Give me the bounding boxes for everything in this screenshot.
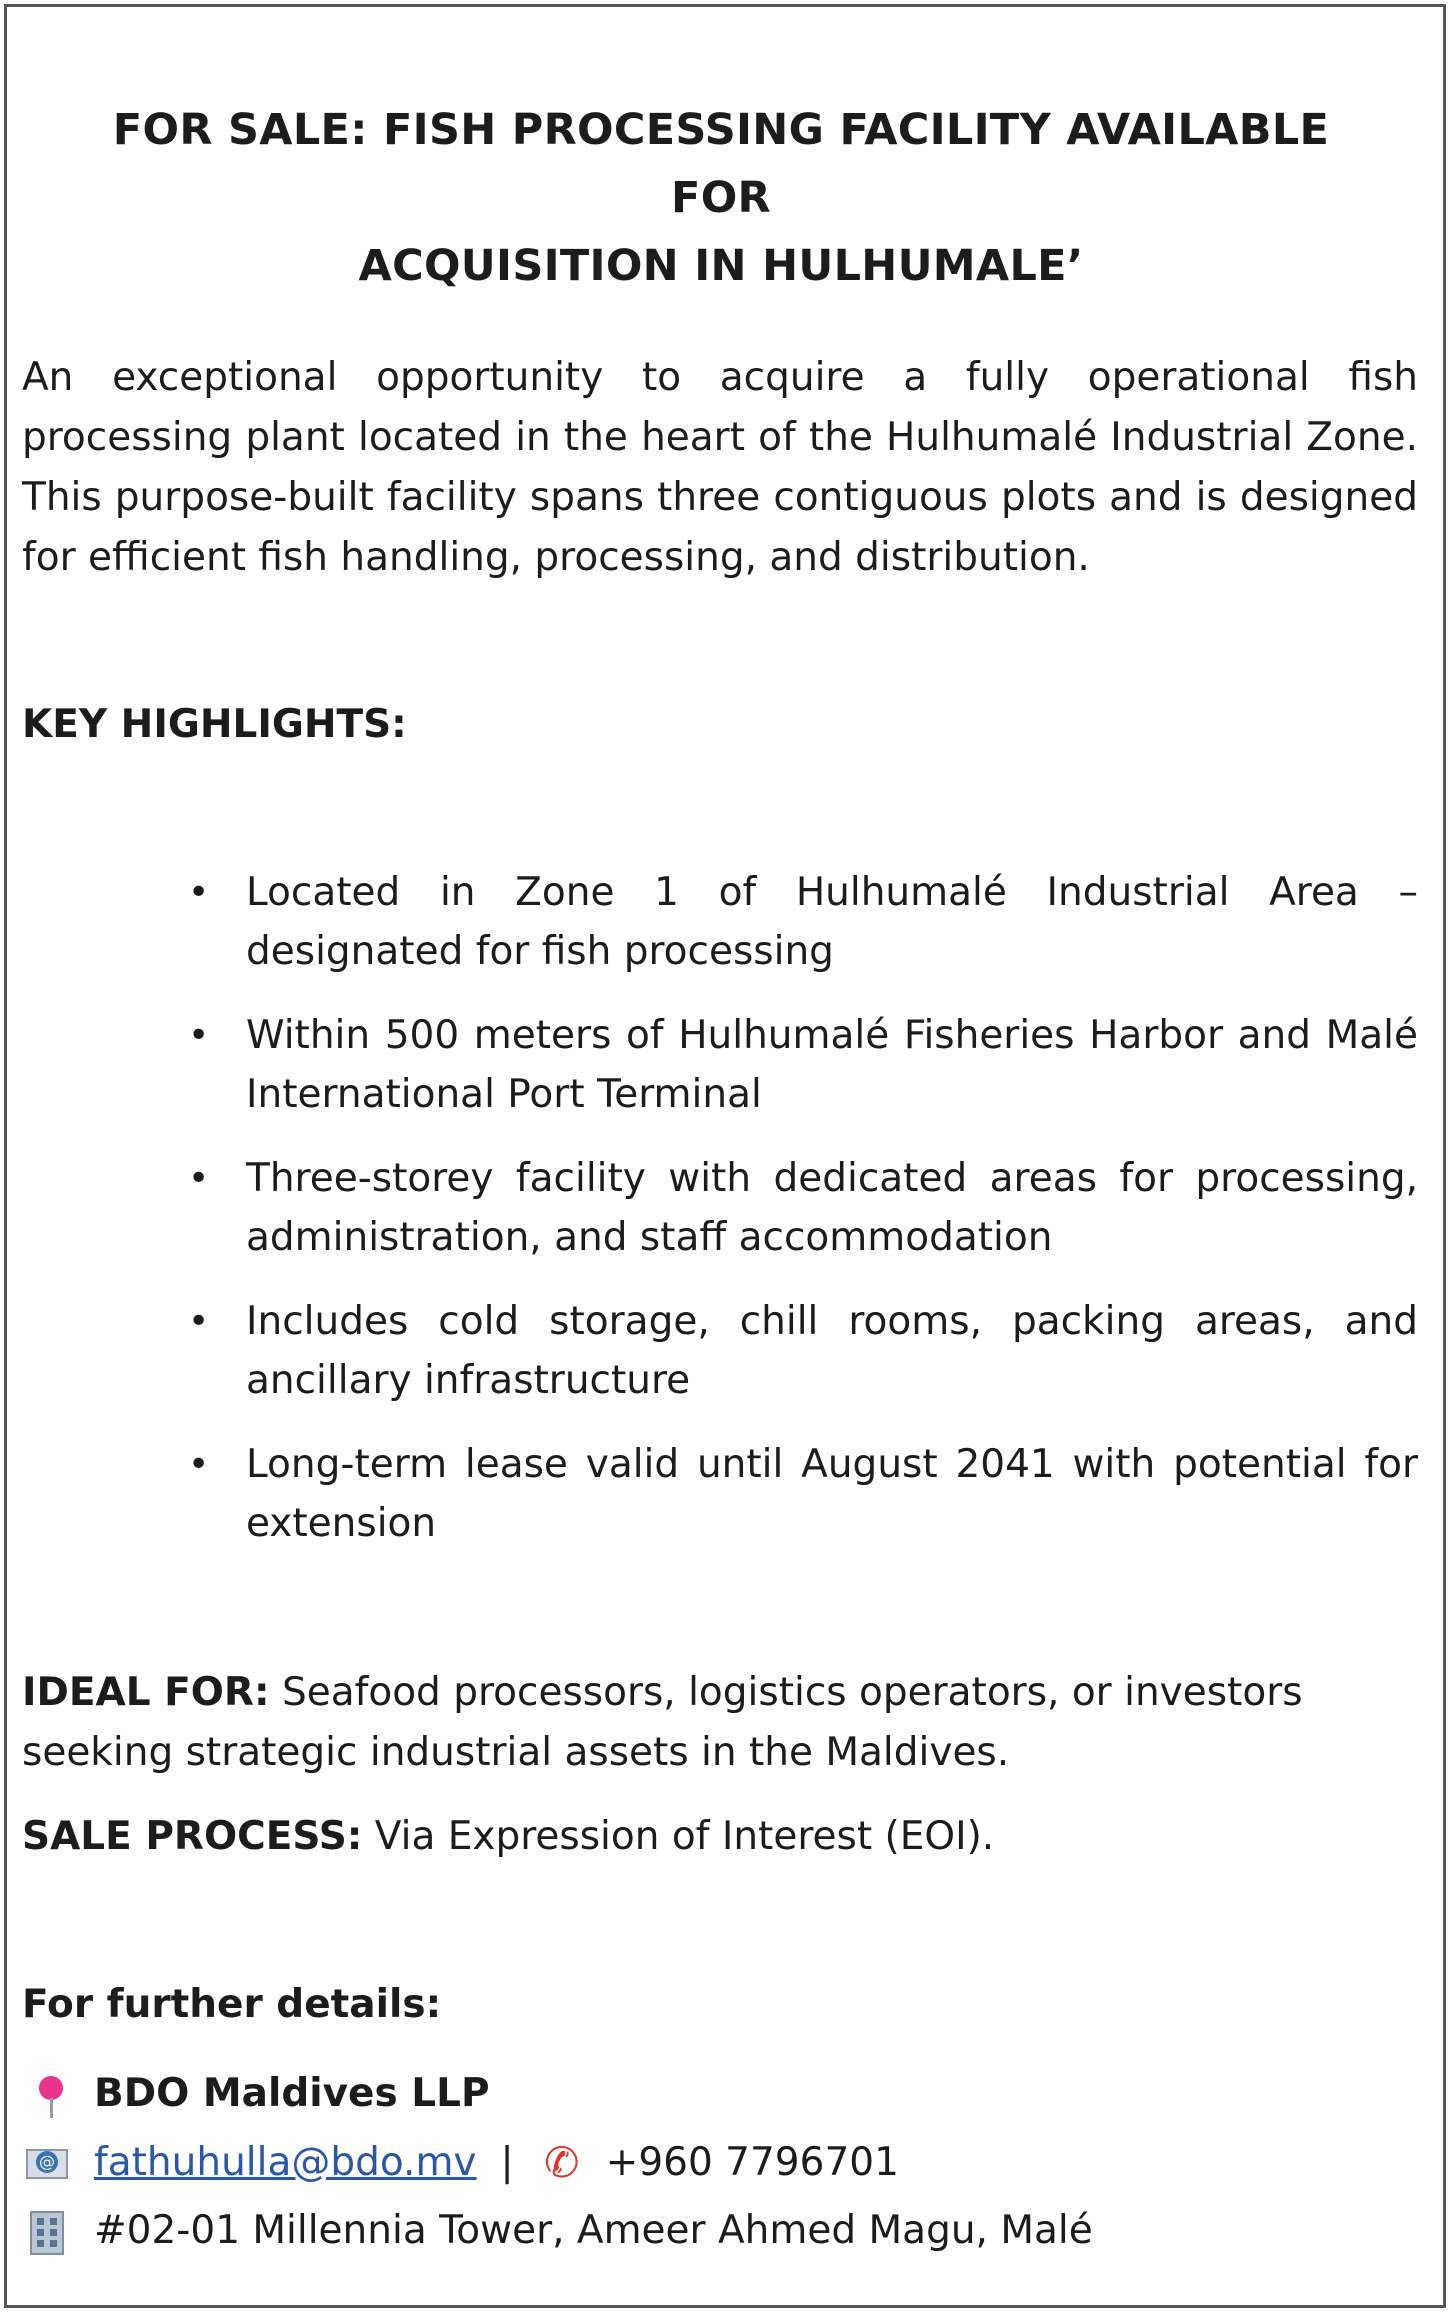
sale-process-paragraph (22, 1807, 1418, 1867)
sale-process-label: SALE PROCESS: (22, 1814, 363, 1859)
address-row (22, 2201, 1093, 2261)
email-link[interactable]: fathuhulla@bdo.mv (94, 2140, 477, 2185)
bullet-icon: • (188, 872, 210, 913)
highlights-heading: KEY HIGHLIGHTS: (22, 702, 407, 747)
ideal-for-label: IDEAL FOR: (22, 1670, 270, 1715)
bullet-icon: • (188, 1444, 210, 1485)
document-title (60, 96, 1382, 300)
company-row (22, 2064, 490, 2124)
highlight-item (0, 1149, 1418, 1267)
title-line-2: ACQUISITION IN HULHUMALE’ (358, 241, 1084, 291)
highlight-item (0, 1435, 1418, 1553)
phone-number: +960 7796701 (605, 2140, 899, 2185)
highlight-text: Three-storey facility with dedicated areas for processing, administration, and staff accommodation (246, 1156, 1418, 1260)
building-icon (22, 2207, 70, 2255)
title-line-1: FOR SALE: FISH PROCESSING FACILITY AVAILABLE FOR (112, 105, 1330, 223)
further-details-heading: For further details: (22, 1982, 442, 2027)
intro-paragraph: An exceptional opportunity to acquire a fully operational fish processing plant located in the heart of the Hulhumalé Industrial Zone. This purpose-built facility spans three contiguous plots and is designed for efficient fish handling, processing, and distribution. (22, 355, 1418, 580)
map-pin-icon (22, 2070, 70, 2118)
bullet-icon: • (188, 1015, 210, 1056)
ideal-for-paragraph (22, 1663, 1418, 1783)
company-name: BDO Maldives LLP (94, 2071, 490, 2116)
email-phone-row (22, 2133, 899, 2193)
highlight-item (0, 1292, 1418, 1410)
envelope-icon: @ (22, 2139, 70, 2187)
highlight-text: Located in Zone 1 of Hulhumalé Industrial Area – designated for fish processing (246, 870, 1418, 974)
phone-icon: ✆ (544, 2138, 580, 2187)
highlight-item (0, 863, 1418, 981)
highlight-text: Long-term lease valid until August 2041 with potential for extension (246, 1442, 1418, 1546)
bullet-icon: • (188, 1158, 210, 1199)
highlight-item (0, 1006, 1418, 1124)
highlights-list (0, 863, 1418, 1578)
ideal-for-text: Seafood processors, logistics operators, or investors seeking strategic industrial assets in the Maldives. (22, 1670, 1303, 1775)
sale-process-text: Via Expression of Interest (EOI). (362, 1814, 995, 1859)
bullet-icon: • (188, 1301, 210, 1342)
highlight-text: Includes cold storage, chill rooms, packing areas, and ancillary infrastructure (246, 1299, 1418, 1403)
contact-separator: | (500, 2140, 514, 2185)
address-text: #02-01 Millennia Tower, Ameer Ahmed Magu, Malé (94, 2208, 1093, 2253)
highlight-text: Within 500 meters of Hulhumalé Fisheries Harbor and Malé International Port Terminal (246, 1013, 1418, 1117)
